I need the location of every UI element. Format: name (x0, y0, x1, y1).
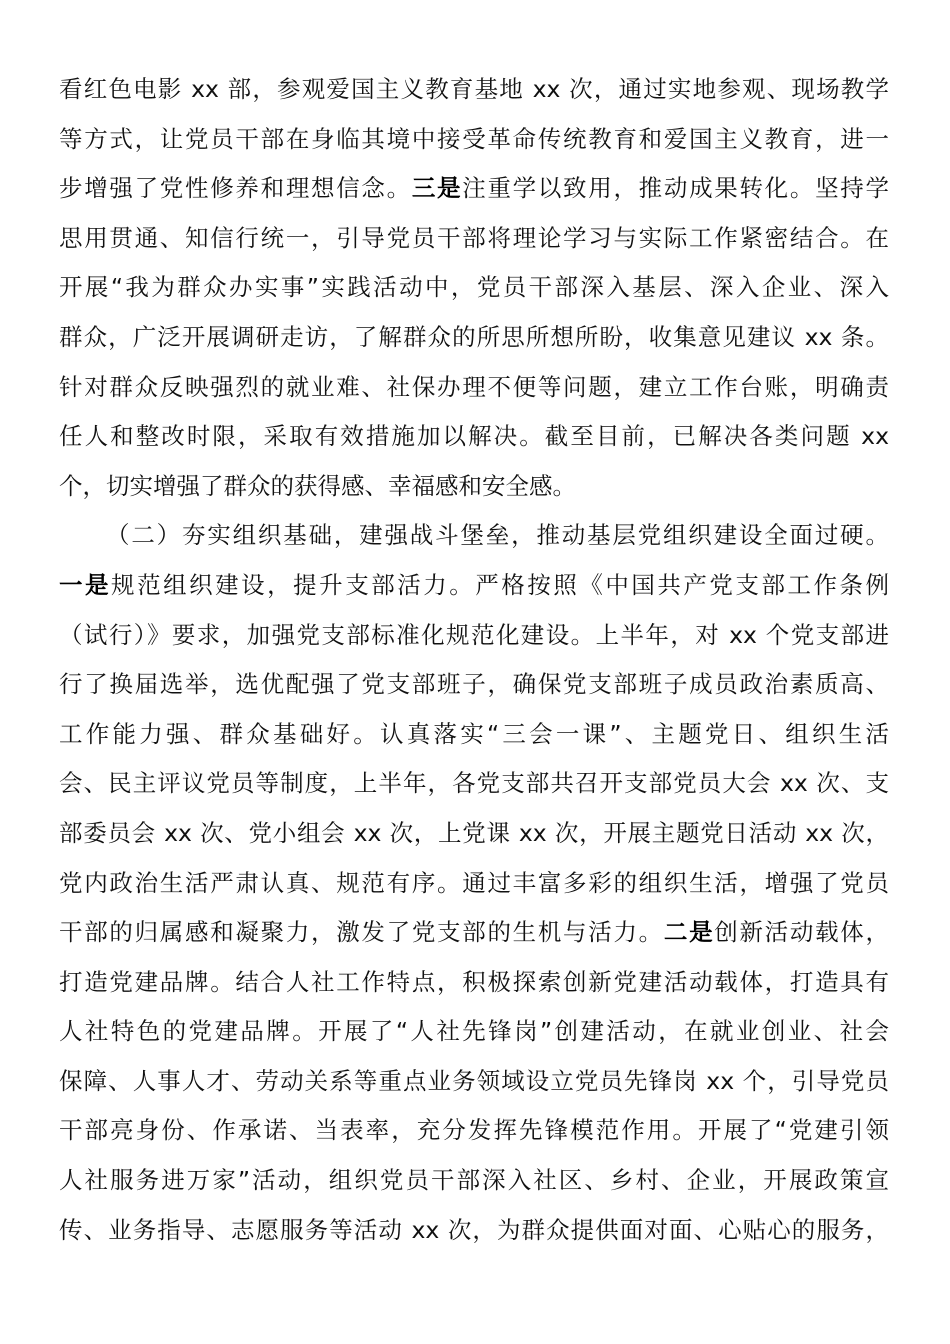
body-text-line (59, 164, 889, 214)
text-run: 开展“我为群众办实事”实践活动中，党员干部深入基层、深入企业、深入 (59, 273, 889, 302)
body-text-line (59, 660, 889, 710)
body-text-line (59, 214, 889, 264)
text-run: 任人和整改时限，采取有效措施加以解决。截至目前，已解决各类问题 xx (59, 422, 889, 451)
text-run: 创新活动载体， (714, 918, 889, 947)
body-text-line (59, 115, 889, 165)
body-text-line (59, 363, 889, 413)
body-text-line (59, 859, 889, 909)
text-run: 干部亮身份、作承诺、当表率，充分发挥先锋模范作用。开展了“党建引领 (59, 1116, 889, 1145)
text-run: 人社服务进万家”活动，组织党员干部深入社区、乡村、企业，开展政策宣 (59, 1166, 889, 1195)
body-text-line (59, 759, 889, 809)
body-text-line (59, 561, 889, 611)
text-run: 步增强了党性修养和理想信念。 (59, 174, 412, 203)
bold-keyword: 二是 (663, 918, 715, 947)
text-run: 干部的归属感和凝聚力，激发了党支部的生机与活力。 (59, 918, 664, 947)
text-run: 针对群众反映强烈的就业难、社保办理不便等问题，建立工作台账，明确责 (59, 372, 889, 401)
text-run: 群众，广泛开展调研走访，了解群众的所思所想所盼，收集意见建议 xx 条。 (59, 322, 889, 351)
body-text-line (59, 710, 889, 760)
text-run: 党内政治生活严肃认真、规范有序。通过丰富多彩的组织生活，增强了党员 (59, 868, 889, 897)
body-text-line (59, 958, 889, 1008)
text-run: 保障、人事人才、劳动关系等重点业务领域设立党员先锋岗 xx 个，引导党员 (59, 1066, 889, 1095)
text-run: 看红色电影 xx 部，参观爱国主义教育基地 xx 次，通过实地参观、现场教学 (59, 75, 889, 103)
body-text-line (59, 908, 889, 958)
body-text-line (59, 462, 889, 512)
text-run: 部委员会 xx 次、党小组会 xx 次，上党课 xx 次，开展主题党日活动 xx 次， (59, 818, 889, 847)
body-text-line (59, 1156, 889, 1206)
body-text-line (59, 1106, 889, 1156)
body-text-line (59, 263, 889, 313)
bold-keyword: 一是 (59, 570, 112, 599)
bold-keyword: 三是 (411, 174, 463, 203)
text-run: 传、业务指导、志愿服务等活动 xx 次，为群众提供面对面、心贴心的服务， (59, 1215, 889, 1244)
text-run: （试行）》要求，加强党支部标准化规范化建设。上半年，对 xx 个党支部进 (59, 620, 889, 649)
body-text-line (59, 611, 889, 661)
body-text-line (59, 809, 889, 859)
text-run: 等方式，让党员干部在身临其境中接受革命传统教育和爱国主义教育，进一 (59, 124, 889, 153)
text-run: 打造党建品牌。结合人社工作特点，积极探索创新党建活动载体，打造具有 (59, 967, 889, 996)
text-run: 注重学以致用，推动成果转化。坚持学 (462, 174, 889, 203)
document-body (59, 65, 889, 1255)
text-run: 规范组织建设，提升支部活力。严格按照《中国共产党支部工作条例 (111, 570, 890, 599)
body-text-line (59, 1007, 889, 1057)
text-run: 工作能力强、群众基础好。认真落实“三会一课”、主题党日、组织生活 (59, 719, 889, 748)
section-heading-line (59, 511, 889, 561)
body-text-line (59, 1206, 889, 1256)
body-text-line (59, 1057, 889, 1107)
text-run: （二）夯实组织基础，建强战斗堡垒，推动基层党组织建设全面过硬。 (106, 521, 889, 550)
text-run: 思用贯通、知信行统一，引导党员干部将理论学习与实际工作紧密结合。在 (59, 223, 889, 252)
text-run: 行了换届选举，选优配强了党支部班子，确保党支部班子成员政治素质高、 (59, 670, 889, 699)
text-run: 人社特色的党建品牌。开展了“人社先锋岗”创建活动，在就业创业、社会 (59, 1017, 889, 1046)
body-text-line (59, 65, 889, 115)
body-text-line (59, 313, 889, 363)
text-run: 个，切实增强了群众的获得感、幸福感和安全感。 (59, 471, 576, 500)
text-run: 会、民主评议党员等制度，上半年，各党支部共召开支部党员大会 xx 次、支 (59, 769, 889, 798)
body-text-line (59, 412, 889, 462)
